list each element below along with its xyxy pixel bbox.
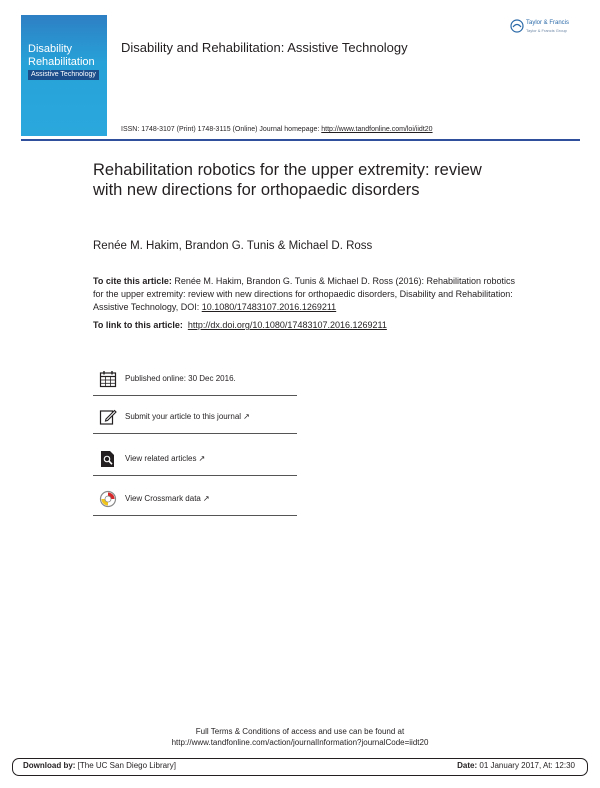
external-link-icon: ↗: [198, 454, 206, 463]
journal-homepage-link[interactable]: http://www.tandfonline.com/loi/iidt20: [321, 126, 433, 133]
citation-block: [93, 275, 523, 314]
article-title: Rehabilitation robotics for the upper extremity: review with new directions for orthopaedic disorders: [93, 161, 482, 199]
calendar-icon: [99, 370, 117, 388]
terms-link[interactable]: http://www.tandfonline.com/action/journalInformation?journalCode=iidt20: [171, 738, 429, 747]
row-divider: [93, 433, 297, 434]
download-date: Date: 01 January 2017, At: 12:30: [457, 761, 575, 770]
row-divider: [93, 475, 297, 476]
publisher-logo: [510, 18, 580, 36]
article-link-block: [93, 319, 523, 332]
edit-icon: [99, 408, 117, 426]
citation-doi-link[interactable]: 10.1080/17483107.2016.1269211: [201, 302, 337, 312]
download-footer: [12, 758, 588, 776]
cover-line-1: Disability: [28, 43, 73, 55]
citation-label: To cite this article:: [93, 276, 172, 286]
article-authors: Renée M. Hakim, Brandon G. Tunis & Michael D. Ross: [93, 240, 373, 252]
article-doi-link[interactable]: http://dx.doi.org/10.1080/17483107.2016.1269211: [187, 320, 387, 330]
row-divider: [93, 395, 297, 396]
downloaded-by: Download by: [The UC San Diego Library]: [23, 761, 176, 770]
row-divider: [93, 515, 297, 516]
journal-title: Disability and Rehabilitation: Assistive Technology: [121, 40, 408, 55]
submit-article-row[interactable]: [93, 404, 297, 434]
search-document-icon: [99, 450, 117, 468]
publisher-name: Taylor & Francis: [526, 20, 570, 26]
terms-text: Full Terms & Conditions of access and use can be found at: [195, 727, 405, 736]
submit-article-link[interactable]: Submit your article to this journal ↗: [125, 412, 250, 421]
related-articles-link[interactable]: View related articles ↗: [125, 454, 206, 463]
external-link-icon: ↗: [202, 494, 210, 503]
publisher-sub: Taylor & Francis Group: [526, 28, 567, 33]
crossmark-icon: [99, 490, 117, 508]
journal-cover: [21, 15, 107, 136]
crossmark-link[interactable]: View Crossmark data ↗: [125, 494, 210, 503]
publisher-logo-icon: [510, 19, 524, 33]
issn-line: [121, 126, 433, 133]
crossmark-row[interactable]: [93, 486, 297, 516]
cover-line-2: Rehabilitation: [28, 56, 95, 68]
published-online-label: Published online: 30 Dec 2016.: [125, 374, 236, 383]
citation-text: Renée M. Hakim, Brandon G. Tunis & Michael D. Ross (2016): Rehabilitation robotics for the upper extremity: review with new directions for orthopaedic disorders, Disability and Rehabilitation: Assistive Technology, DOI:: [93, 276, 516, 312]
published-online-row: [93, 366, 297, 396]
header-divider: [21, 139, 580, 141]
issn-text: ISSN: 1748-3107 (Print) 1748-3115 (Online) Journal homepage:: [121, 126, 322, 133]
article-link-label: To link to this article:: [93, 320, 183, 330]
cover-line-3: Assistive Technology: [28, 70, 99, 80]
related-articles-row[interactable]: [93, 446, 297, 476]
external-link-icon: ↗: [243, 412, 250, 421]
